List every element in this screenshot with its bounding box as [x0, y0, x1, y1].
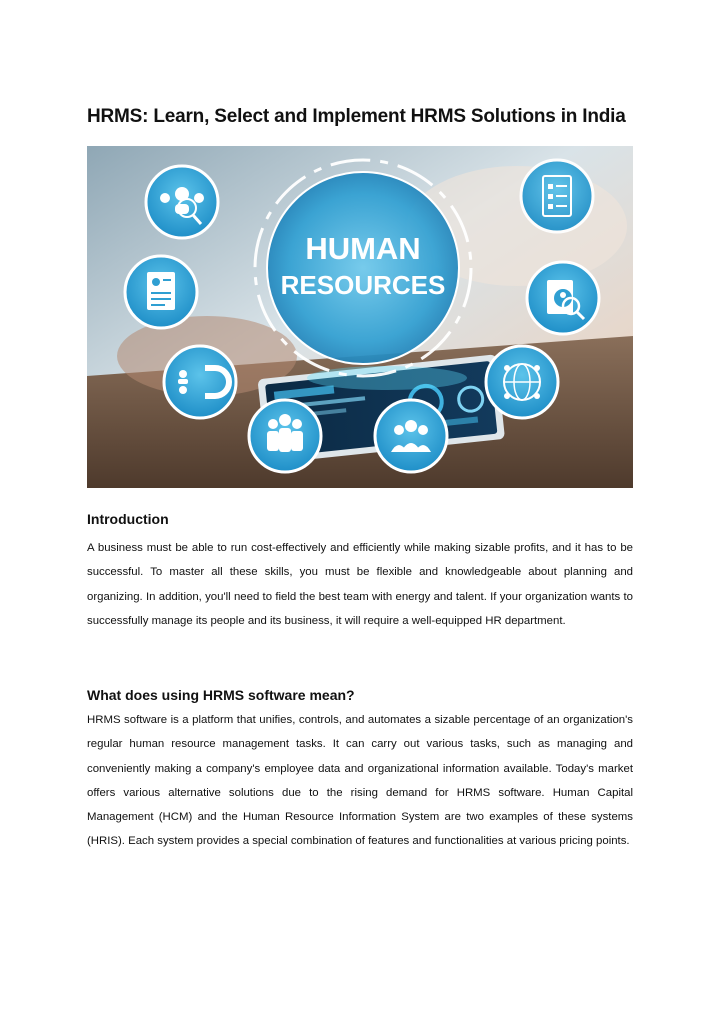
section-heading-introduction: Introduction [87, 511, 169, 527]
resume-icon [125, 256, 197, 328]
section-body-hrms-meaning: HRMS software is a platform that unifies, controls, and automates a sizable percentage of an organization's regular human resource management tasks. It can carry out various tasks, such as managing and conveniently making a company's employee data and organizational information available. Today's market offers various alternative solutions due to the rising demand for HRMS software. Human Capital Management (HCM) and the Human Resource Information System are two examples of these systems (HRIS). Each system provides a special combination of features and functionalities at various pricing points. [87, 714, 633, 848]
hero-headline-line2: RESOURCES [280, 270, 446, 300]
hero-image [87, 146, 633, 488]
hero-headline-line1: HUMAN [305, 231, 421, 266]
magnet-people-icon [164, 346, 236, 418]
section-body-introduction: A business must be able to run cost-effectively and efficiently while making sizable profits, and it has to be successful. To master all these skills, you must be flexible and knowledgeable about planning and organizing. In addition, you'll need to field the best team with energy and talent. If your organization wants to successfully manage its people and its business, it will require a well-equipped HR department. [87, 542, 633, 627]
checklist-icon [521, 160, 593, 232]
global-network-icon [486, 346, 558, 418]
document-title: HRMS: Learn, Select and Implement HRMS Solutions in India [87, 106, 626, 127]
people-search-icon [146, 166, 218, 238]
section-heading-hrms-meaning: What does using HRMS software mean? [87, 687, 355, 703]
document-search-icon [527, 262, 599, 334]
group-icon [375, 400, 447, 472]
team-icon [249, 400, 321, 472]
